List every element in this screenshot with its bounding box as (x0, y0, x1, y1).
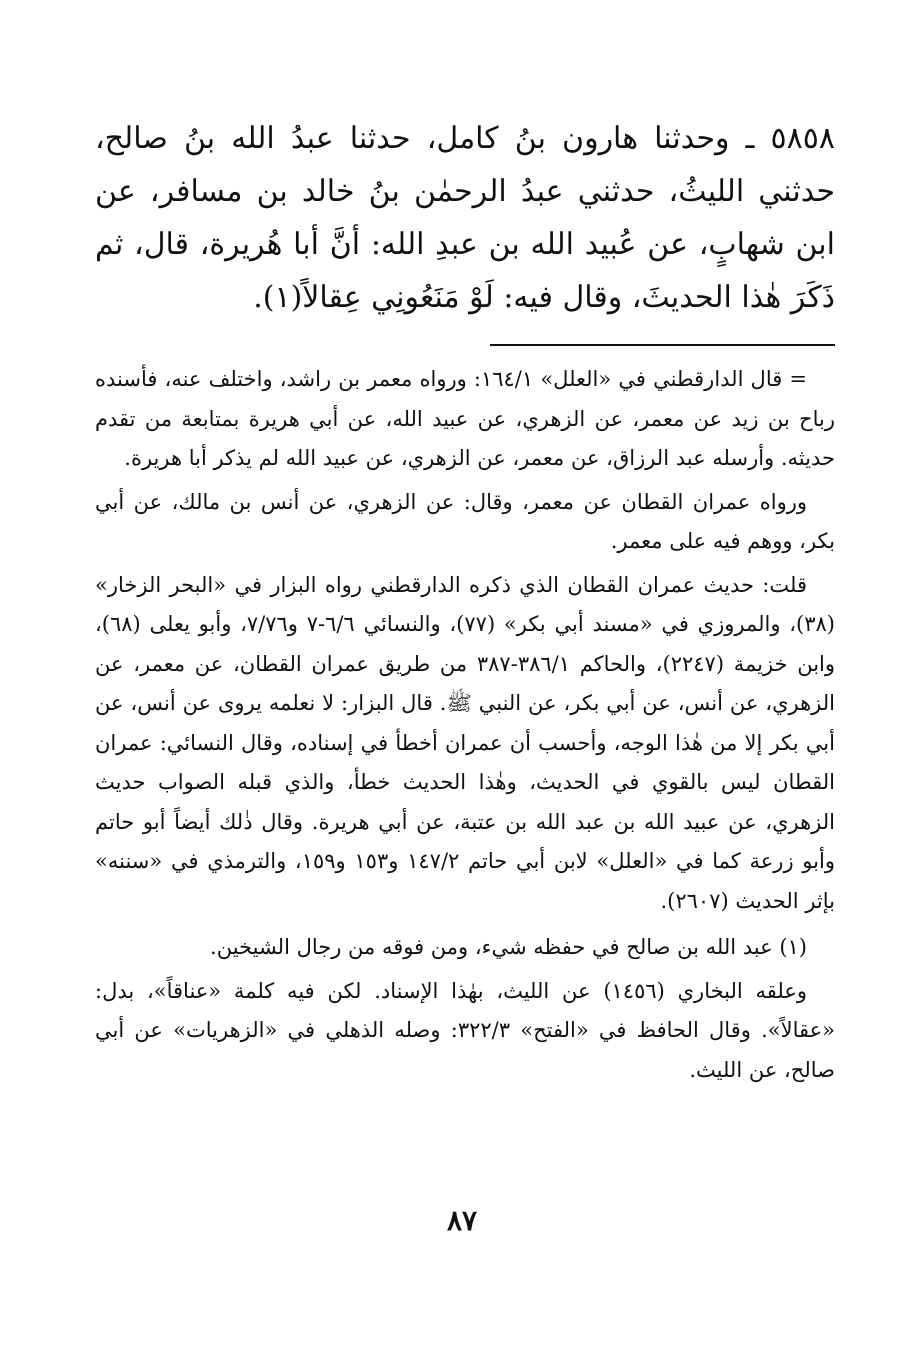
hadith-main-text (95, 112, 835, 324)
page-number: ٨٧ (446, 1204, 478, 1237)
footnote-1: (١) عبد الله بن صالح في حفظه شيء، ومن فوقه من رجال الشيخين. (210, 935, 807, 959)
footnote-paragraph: وعلقه البخاري (١٤٥٦) عن الليث، بهٰذا الإسناد. لكن فيه كلمة «عناقاً»، بدل: «عقالاً». وقال الحافظ في «الفتح» ٣٢٢/٣: وصله الذهلي في «الزهريات» عن أبي صالح، عن الليث. (95, 978, 836, 1082)
footnote-paragraph: ورواه عمران القطان عن معمر، وقال: عن الزهري، عن أنس بن مالك، عن أبي بكر، ووهم فيه على معمر. (95, 489, 835, 553)
footnotes (95, 360, 835, 1090)
footnote-divider (490, 344, 835, 346)
hadith-paragraph: ٥٨٥٨ ـ وحدثنا هارون بنُ كامل، حدثنا عبدُ الله بنُ صالح، حدثني الليثُ، حدثني عبدُ الرحمٰن بنُ خالد بن مسافر، عن ابن شهابٍ، عن عُبيد الله بن عبدِ الله: أنَّ أبا هُريرة، قال، ثم ذَكَرَ هٰذا الحديثَ، وقال فيه: لَوْ مَنَعُونِي عِقالاً(١). (95, 121, 835, 315)
footnote-continuation: = قال الدارقطني في «العلل» ١٦٤/١: ورواه معمر بن راشد، واختلف عنه، فأسنده رباح بن زيد عن معمر، عن الزهري، عن عبيد الله، عن أبي هريرة بمتابعة من تقدم حديثه. وأرسله عبد الرزاق، عن معمر، عن الزهري، عن عبيد الله لم يذكر أبا هريرة. (95, 367, 835, 470)
page-body (95, 112, 835, 1097)
footnote-paragraph: قلت: حديث عمران القطان الذي ذكره الدارقطني رواه البزار في «البحر الزخار» (٣٨)، والمروزي في «مسند أبي بكر» (٧٧)، والنسائي ٦/٦-٧ و٧/٧٦، وأبو يعلى (٦٨)، وابن خزيمة (٢٢٤٧)، والحاكم ٣٨٦/١-٣٨٧ من طريق عمران القطان، عن معمر، عن الزهري، عن أنس، عن أبي بكر، عن النبي ﷺ. قال البزار: لا نعلمه يروى عن أنس، عن أبي بكر إلا من هٰذا الوجه، وأحسب أن عمران أخطأ في إسناده، وقال النسائي: عمران القطان ليس بالقوي في الحديث، وهٰذا الحديث خطأ، والذي قبله الصواب حديث الزهري، عن عبيد الله بن عبد الله بن عتبة، عن أبي هريرة. وقال ذٰلك أيضاً أبو حاتم وأبو زرعة كما في «العلل» لابن أبي حاتم ١٤٧/٢ و١٥٣ و١٥٩، والترمذي في «سننه» بإثر الحديث (٢٦٠٧). (95, 572, 836, 913)
